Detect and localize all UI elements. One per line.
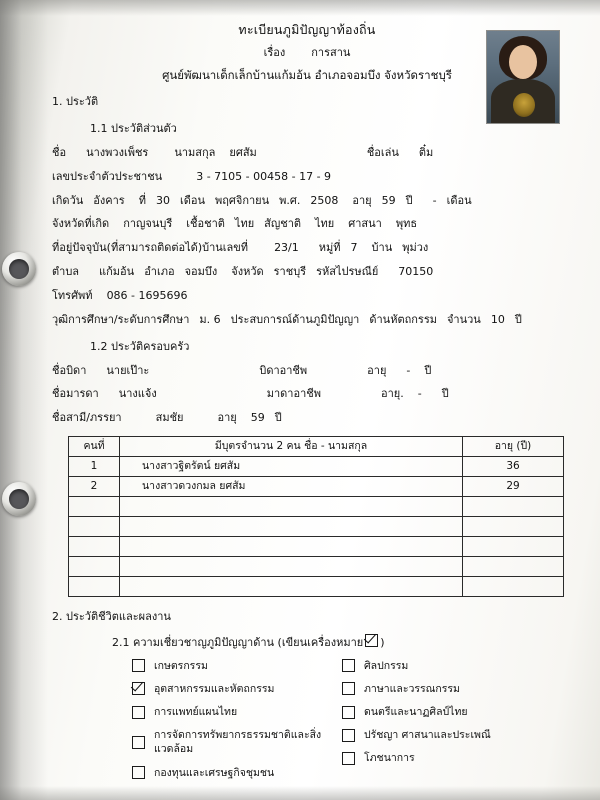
checkbox-philosophy-religion[interactable] [342, 729, 355, 742]
mother-age-label: อายุ. [380, 387, 404, 401]
cell-age: 36 [463, 457, 564, 477]
checkbox-label: โภชนาการ [364, 752, 415, 765]
checkbox-label: เกษตรกรรม [154, 659, 208, 672]
nickname-value: ติ๋ม [418, 145, 434, 159]
document-content [52, 22, 572, 789]
mother-value: นางแจ้ง [118, 387, 157, 401]
birthday-label: เกิดวัน [52, 193, 84, 207]
changwat-value: ราชบุรี [273, 265, 307, 279]
table-row [69, 557, 564, 577]
address-value: 23/1 [274, 241, 299, 255]
moo-label: หมู่ที่ [318, 241, 341, 255]
table-row [69, 457, 564, 477]
field-address-row [52, 241, 572, 256]
tambon-label: ตำบล [52, 265, 80, 279]
checkbox-music-dance[interactable] [342, 706, 355, 719]
age-unit: ปี [405, 193, 413, 207]
cell-name [120, 497, 463, 517]
education-label: วุฒิการศึกษา/ระดับการศึกษา [52, 312, 190, 326]
cell-no: 1 [69, 457, 120, 477]
section-2-1-heading [112, 634, 572, 651]
province-value: กาญจนบุรี [123, 217, 173, 231]
age-value: 59 [381, 193, 396, 207]
religion-value: พุทธ [395, 217, 418, 231]
experience-field-value: ด้านหัตถกรรม [369, 312, 437, 326]
cell-name [120, 537, 463, 557]
mother-age-value: - [417, 387, 422, 401]
table-header-row [69, 437, 564, 457]
section-1-1-heading: 1.1 ประวัติส่วนตัว [90, 122, 177, 136]
father-job-label: บิดาอาชีพ [259, 363, 308, 377]
cell-no [69, 577, 120, 597]
field-name-row [52, 146, 572, 161]
name-value: นางพวงเพ็ชร [86, 145, 149, 159]
checkmark-sample-icon [365, 634, 378, 647]
year-label: พ.ศ. [279, 193, 301, 207]
field-father-row [52, 364, 572, 379]
zip-label: รหัสไปรษณีย์ [316, 265, 379, 279]
section-1-heading: 1. ประวัติ [52, 95, 99, 109]
page-left-shadow [0, 0, 48, 800]
phone-label: โทรศัพท์ [52, 288, 93, 302]
section-2-heading: 2. ประวัติชีวิตและผลงาน [52, 610, 171, 624]
field-tambon-row [52, 265, 572, 280]
experience-count-value: 10 [490, 312, 505, 326]
checkbox-fine-arts[interactable] [342, 659, 355, 672]
address-label: ที่อยู่ปัจจุบัน(ที่สามารถติดต่อได้)บ้านเลขที่ [52, 241, 249, 255]
organization-name: ศูนย์พัฒนาเด็กเล็กบ้านแก้มอ้น อำเภอจอมบึง จังหวัดราชบุรี [162, 67, 452, 82]
nationality-value: ไทย [315, 217, 335, 231]
checkbox-row[interactable] [342, 751, 552, 765]
cell-age [463, 537, 564, 557]
checkbox-row[interactable] [342, 659, 552, 673]
education-value: ม. 6 [199, 312, 221, 326]
table-row [69, 497, 564, 517]
ethnicity-value: ไทย [234, 217, 255, 231]
cell-no: 2 [69, 477, 120, 497]
phone-value: 086 - 1695696 [106, 288, 188, 302]
amphoe-value: จอมบึง [184, 265, 218, 279]
birthday-value: อังคาร [93, 193, 125, 207]
checkbox-row[interactable] [132, 659, 342, 673]
col-no: คนที่ [69, 437, 120, 457]
checkbox-row[interactable] [132, 728, 342, 756]
father-age-unit: ปี [424, 363, 432, 377]
tambon-value: แก้มอ้น [99, 265, 135, 279]
mother-label: ชื่อมารดา [52, 387, 99, 401]
cell-name: นางสาวดวงกมล ยศสัม [120, 477, 463, 497]
nationality-label: สัญชาติ [264, 217, 302, 231]
spouse-value: สมชัย [155, 411, 184, 425]
checkbox-language-literature[interactable] [342, 682, 355, 695]
age-label: อายุ [352, 193, 372, 207]
village-value: พุม่วง [402, 241, 429, 255]
checkbox-community-economy[interactable] [132, 766, 145, 779]
section-2-1-label-post: ) [380, 635, 385, 649]
col-name: มีบุตรจำนวน 2 คน ชื่อ - นามสกุล [120, 437, 463, 457]
cell-age [463, 577, 564, 597]
checkbox-natural-resources[interactable] [132, 736, 145, 749]
spouse-label: ชื่อสามี/ภรรยา [52, 411, 122, 425]
ethnicity-label: เชื้อชาติ [186, 217, 225, 231]
idcard-value: 3 - 7105 - 00458 - 17 - 9 [196, 169, 332, 183]
mother-job-label: มาดาอาชีพ [266, 387, 321, 401]
checkbox-label: อุตสาหกรรมและหัตถกรรม [154, 682, 275, 695]
cell-no [69, 517, 120, 537]
field-birth-row [52, 194, 572, 209]
checkbox-industry-handicraft[interactable] [132, 682, 145, 695]
province-label: จังหวัดที่เกิด [52, 217, 110, 231]
experience-unit: ปี [514, 312, 522, 326]
field-phone-row [52, 289, 572, 304]
nickname-label: ชื่อเล่น [366, 145, 399, 159]
checkbox-row[interactable] [342, 682, 552, 696]
father-age-label: อายุ [367, 363, 387, 377]
binder-ring-bottom-icon [2, 482, 36, 516]
name-label: ชื่อ [52, 145, 67, 159]
experience-label: ประสบการณ์ด้านภูมิปัญญา [230, 312, 360, 326]
children-table [68, 436, 564, 597]
village-label: บ้าน [371, 241, 393, 255]
subject-label: เรื่อง [263, 45, 286, 59]
cell-age: 29 [463, 477, 564, 497]
checkbox-thai-medicine[interactable] [132, 706, 145, 719]
section-2-1-label-pre: 2.1 ความเชี่ยวชาญภูมิปัญญาด้าน (เขียนเครื่องหมาย [112, 635, 364, 649]
cell-age [463, 557, 564, 577]
age-month-value: - [432, 193, 437, 207]
photo-face [509, 45, 537, 79]
field-education-row [52, 313, 572, 328]
checkbox-label: การแพทย์แผนไทย [154, 706, 238, 719]
idcard-label: เลขประจำตัวประชาชน [52, 169, 163, 183]
cell-name: นางสาวฐิตรัตน์ ยศสัม [120, 457, 463, 477]
expertise-column-right [342, 659, 552, 789]
father-value: นายเป๊าะ [106, 363, 150, 377]
mother-age-unit: ปี [441, 387, 449, 401]
section-1-2-heading: 1.2 ประวัติครอบครัว [90, 339, 190, 353]
field-idcard-row [52, 170, 572, 185]
checkbox-row[interactable] [342, 728, 552, 742]
date-label: ที่ [138, 193, 146, 207]
subject-value: การสาน [311, 45, 351, 59]
field-spouse-row [52, 411, 572, 426]
zip-value: 70150 [398, 265, 434, 279]
experience-count-label: จำนวน [446, 312, 481, 326]
table-row [69, 477, 564, 497]
checkbox-row[interactable] [132, 766, 342, 780]
field-birthplace-row [52, 217, 572, 232]
checkbox-row[interactable] [342, 705, 552, 719]
changwat-label: จังหวัด [231, 265, 264, 279]
checkbox-nutrition[interactable] [342, 752, 355, 765]
checkbox-row[interactable] [132, 705, 342, 719]
father-label: ชื่อบิดา [52, 363, 87, 377]
spouse-age-value: 59 [250, 411, 265, 425]
photo-decoration [513, 93, 535, 117]
checkbox-label: การจัดการทรัพยากรธรรมชาติและสิ่งแวดล้อม [154, 729, 322, 756]
date-value: 30 [155, 193, 170, 207]
year-value: 2508 [310, 193, 339, 207]
checkbox-label: ดนตรีและนาฏศิลป์ไทย [364, 706, 468, 719]
field-mother-row [52, 387, 572, 402]
expertise-column-left [132, 659, 342, 789]
checkbox-row[interactable] [132, 682, 342, 696]
cell-age [463, 497, 564, 517]
month-label: เดือน [179, 193, 205, 207]
spouse-age-unit: ปี [274, 411, 282, 425]
binder-ring-top-icon [2, 252, 36, 286]
age-month-unit: เดือน [446, 193, 472, 207]
surname-value: ยศสัม [229, 145, 257, 159]
checkbox-label: ภาษาและวรรณกรรม [364, 682, 460, 695]
moo-value: 7 [350, 241, 358, 255]
cell-name [120, 517, 463, 537]
expertise-checklist [132, 659, 552, 789]
table-row [69, 517, 564, 537]
cell-no [69, 497, 120, 517]
checkbox-label: ศิลปกรรม [364, 659, 409, 672]
father-age-value: - [406, 363, 411, 377]
spouse-age-label: อายุ [217, 411, 237, 425]
checkbox-label: ปรัชญา ศาสนาและประเพณี [364, 729, 491, 742]
cell-name [120, 577, 463, 597]
table-row [69, 577, 564, 597]
checkbox-agriculture[interactable] [132, 659, 145, 672]
religion-label: ศาสนา [348, 217, 382, 231]
month-value: พฤศจิกายน [214, 193, 270, 207]
table-row [69, 537, 564, 557]
cell-name [120, 557, 463, 577]
surname-label: นามสกุล [174, 145, 216, 159]
amphoe-label: อำเภอ [144, 265, 175, 279]
page-top-shadow [0, 0, 600, 16]
col-age: อายุ (ปี) [463, 437, 564, 457]
cell-no [69, 537, 120, 557]
document-title: ทะเบียนภูมิปัญญาท้องถิ่น [238, 22, 376, 37]
cell-age [463, 517, 564, 537]
portrait-photo [486, 30, 560, 124]
cell-no [69, 557, 120, 577]
checkbox-label: กองทุนและเศรษฐกิจชุมชน [154, 766, 275, 779]
